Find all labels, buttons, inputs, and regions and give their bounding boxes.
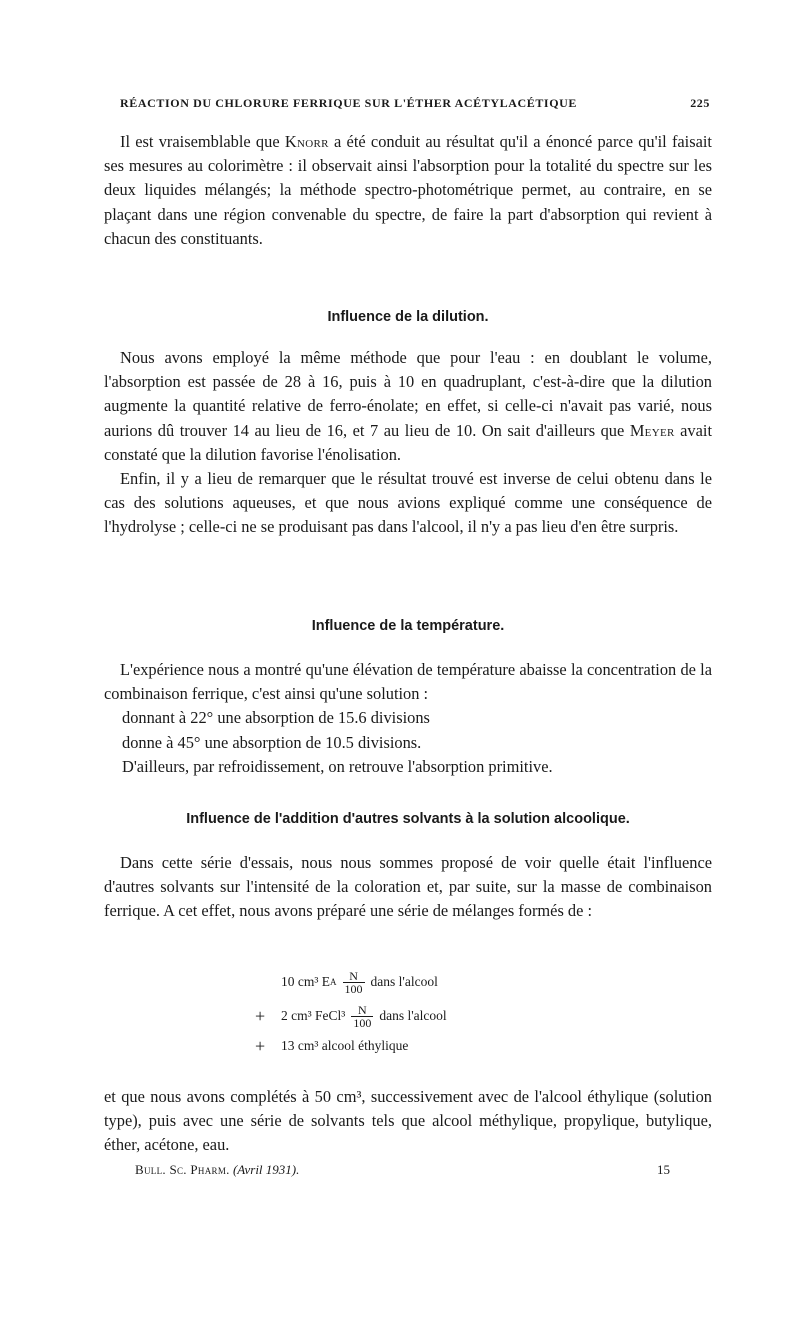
paragraph-solvents: Dans cette série d'essais, nous nous sommes proposé de voir quelle était l'influence d'autres solvants sur l'intensité de la coloration et, par suite, sur la masse de combinaison ferrique. A cet effet, nous avons préparé une série de mélanges formés de : — [104, 853, 712, 921]
formula-row-ester — [255, 965, 555, 999]
intro-paragraph-block — [104, 130, 712, 251]
plus-sign: + — [255, 1006, 266, 1026]
paragraph-hydrolyse: Enfin, il y a lieu de remarquer que le résultat trouvé est inverse de celui obtenu dans le cas des solutions aqueuses, et que nous avions expliqué comme une conséquence de l'hydrolyse ; celle-ci ne se produisant pas dans l'alcool, il n'y a pas lieu d'en être surpris. — [104, 469, 712, 537]
formula-text: 13 cm³ alcool éthylique — [281, 1038, 409, 1053]
paragraph-text: Il est vraisemblable que — [120, 132, 285, 151]
paragraph-text: avait constaté que la dilution favorise l'énolisation. — [104, 420, 712, 464]
fraction-numerator: N — [349, 968, 358, 983]
formula-text: dans l'alcool — [370, 974, 438, 989]
formula-text: 2 cm³ FeCl³ — [281, 1008, 346, 1023]
journal-name: Bull. Sc. Pharm. — [135, 1162, 230, 1177]
paragraph-dilution — [104, 346, 712, 467]
solvents-intro-block — [104, 851, 712, 924]
refroidissement-line: D'ailleurs, par refroidissement, on retrouve l'absorption primitive. — [122, 756, 553, 776]
author-name: Knorr — [284, 132, 329, 151]
fraction-n-100 — [343, 970, 365, 995]
fraction-denominator: 100 — [353, 1015, 372, 1030]
fraction-denominator: 100 — [344, 981, 363, 996]
measurement-line-22: donnant à 22° une absorption de 15.6 divisions — [122, 708, 430, 728]
author-name: Meyer — [629, 420, 675, 440]
formula-text: dans l'alcool — [379, 1008, 447, 1023]
running-title: RÉACTION DU CHLORURE FERRIQUE SUR L'ÉTHER ACÉTYLACÉTIQUE — [120, 96, 578, 110]
section-heading-dilution: Influence de la dilution. — [327, 309, 489, 325]
mixture-formula — [255, 965, 555, 1059]
formula-text: 10 cm³ E — [281, 974, 331, 989]
measurement-line-45: donne à 45° une absorption de 10.5 divisions. — [122, 732, 422, 752]
temperature-block — [104, 658, 712, 779]
signature-mark: 15 — [657, 1162, 670, 1177]
section-heading-solvents: Influence de l'addition d'autres solvants à la solution alcoolique. — [186, 811, 630, 827]
fraction-n-100 — [351, 1004, 373, 1029]
journal-citation — [135, 1162, 299, 1178]
paragraph-temperature: L'expérience nous a montré qu'une élévation de température abaisse la concentration de la combinaison ferrique, c'est ainsi qu'une solution : — [104, 660, 712, 704]
page-number: 225 — [690, 96, 710, 110]
page-footer — [135, 1162, 670, 1178]
dilution-block — [104, 346, 712, 540]
paragraph-text: a été conduit au résultat qu'il a énoncé parce qu'il faisait ses mesures au colorimètre : il observait ainsi l'absorption pour la totalité du spectre sur les deux liquides mélangés; la méthode spectro-photométrique permet, au contraire, en se plaçant dans une région convenable du spectre, de faire la part d'absorption qui revient à chacun des constituants. — [104, 132, 712, 248]
paragraph-completes: et que nous avons complétés à 50 cm³, successivement avec de l'alcool éthylique (solution type), puis avec une série de solvants tels que alcool méthylique, propylique, butylique, éther, acétone, eau. — [104, 1087, 712, 1155]
journal-date: (Avril 1931). — [232, 1162, 300, 1177]
formula-subscript: A — [330, 977, 337, 987]
plus-sign: + — [255, 1036, 266, 1056]
section-heading-temperature: Influence de la température. — [311, 618, 505, 634]
paragraph-knorr — [104, 130, 712, 251]
formula-row-fecl3 — [255, 999, 555, 1033]
formula-row-alcool — [255, 1033, 555, 1059]
solvents-outro-block — [104, 1085, 712, 1158]
running-head — [120, 96, 710, 111]
paragraph-text: Nous avons employé la même méthode que pour l'eau : en doublant le volume, l'absorption est passée de 28 à 16, puis à 10 en quadruplant, c'est-à-dire que la dilution augmente la quantité relative de ferro-énolate; en effet, si celle-ci n'avait pas varié, nous aurions dû trouver 14 au lieu de 16, et 7 au lieu de 10. On sait d'ailleurs que — [104, 348, 712, 440]
fraction-numerator: N — [358, 1002, 367, 1017]
